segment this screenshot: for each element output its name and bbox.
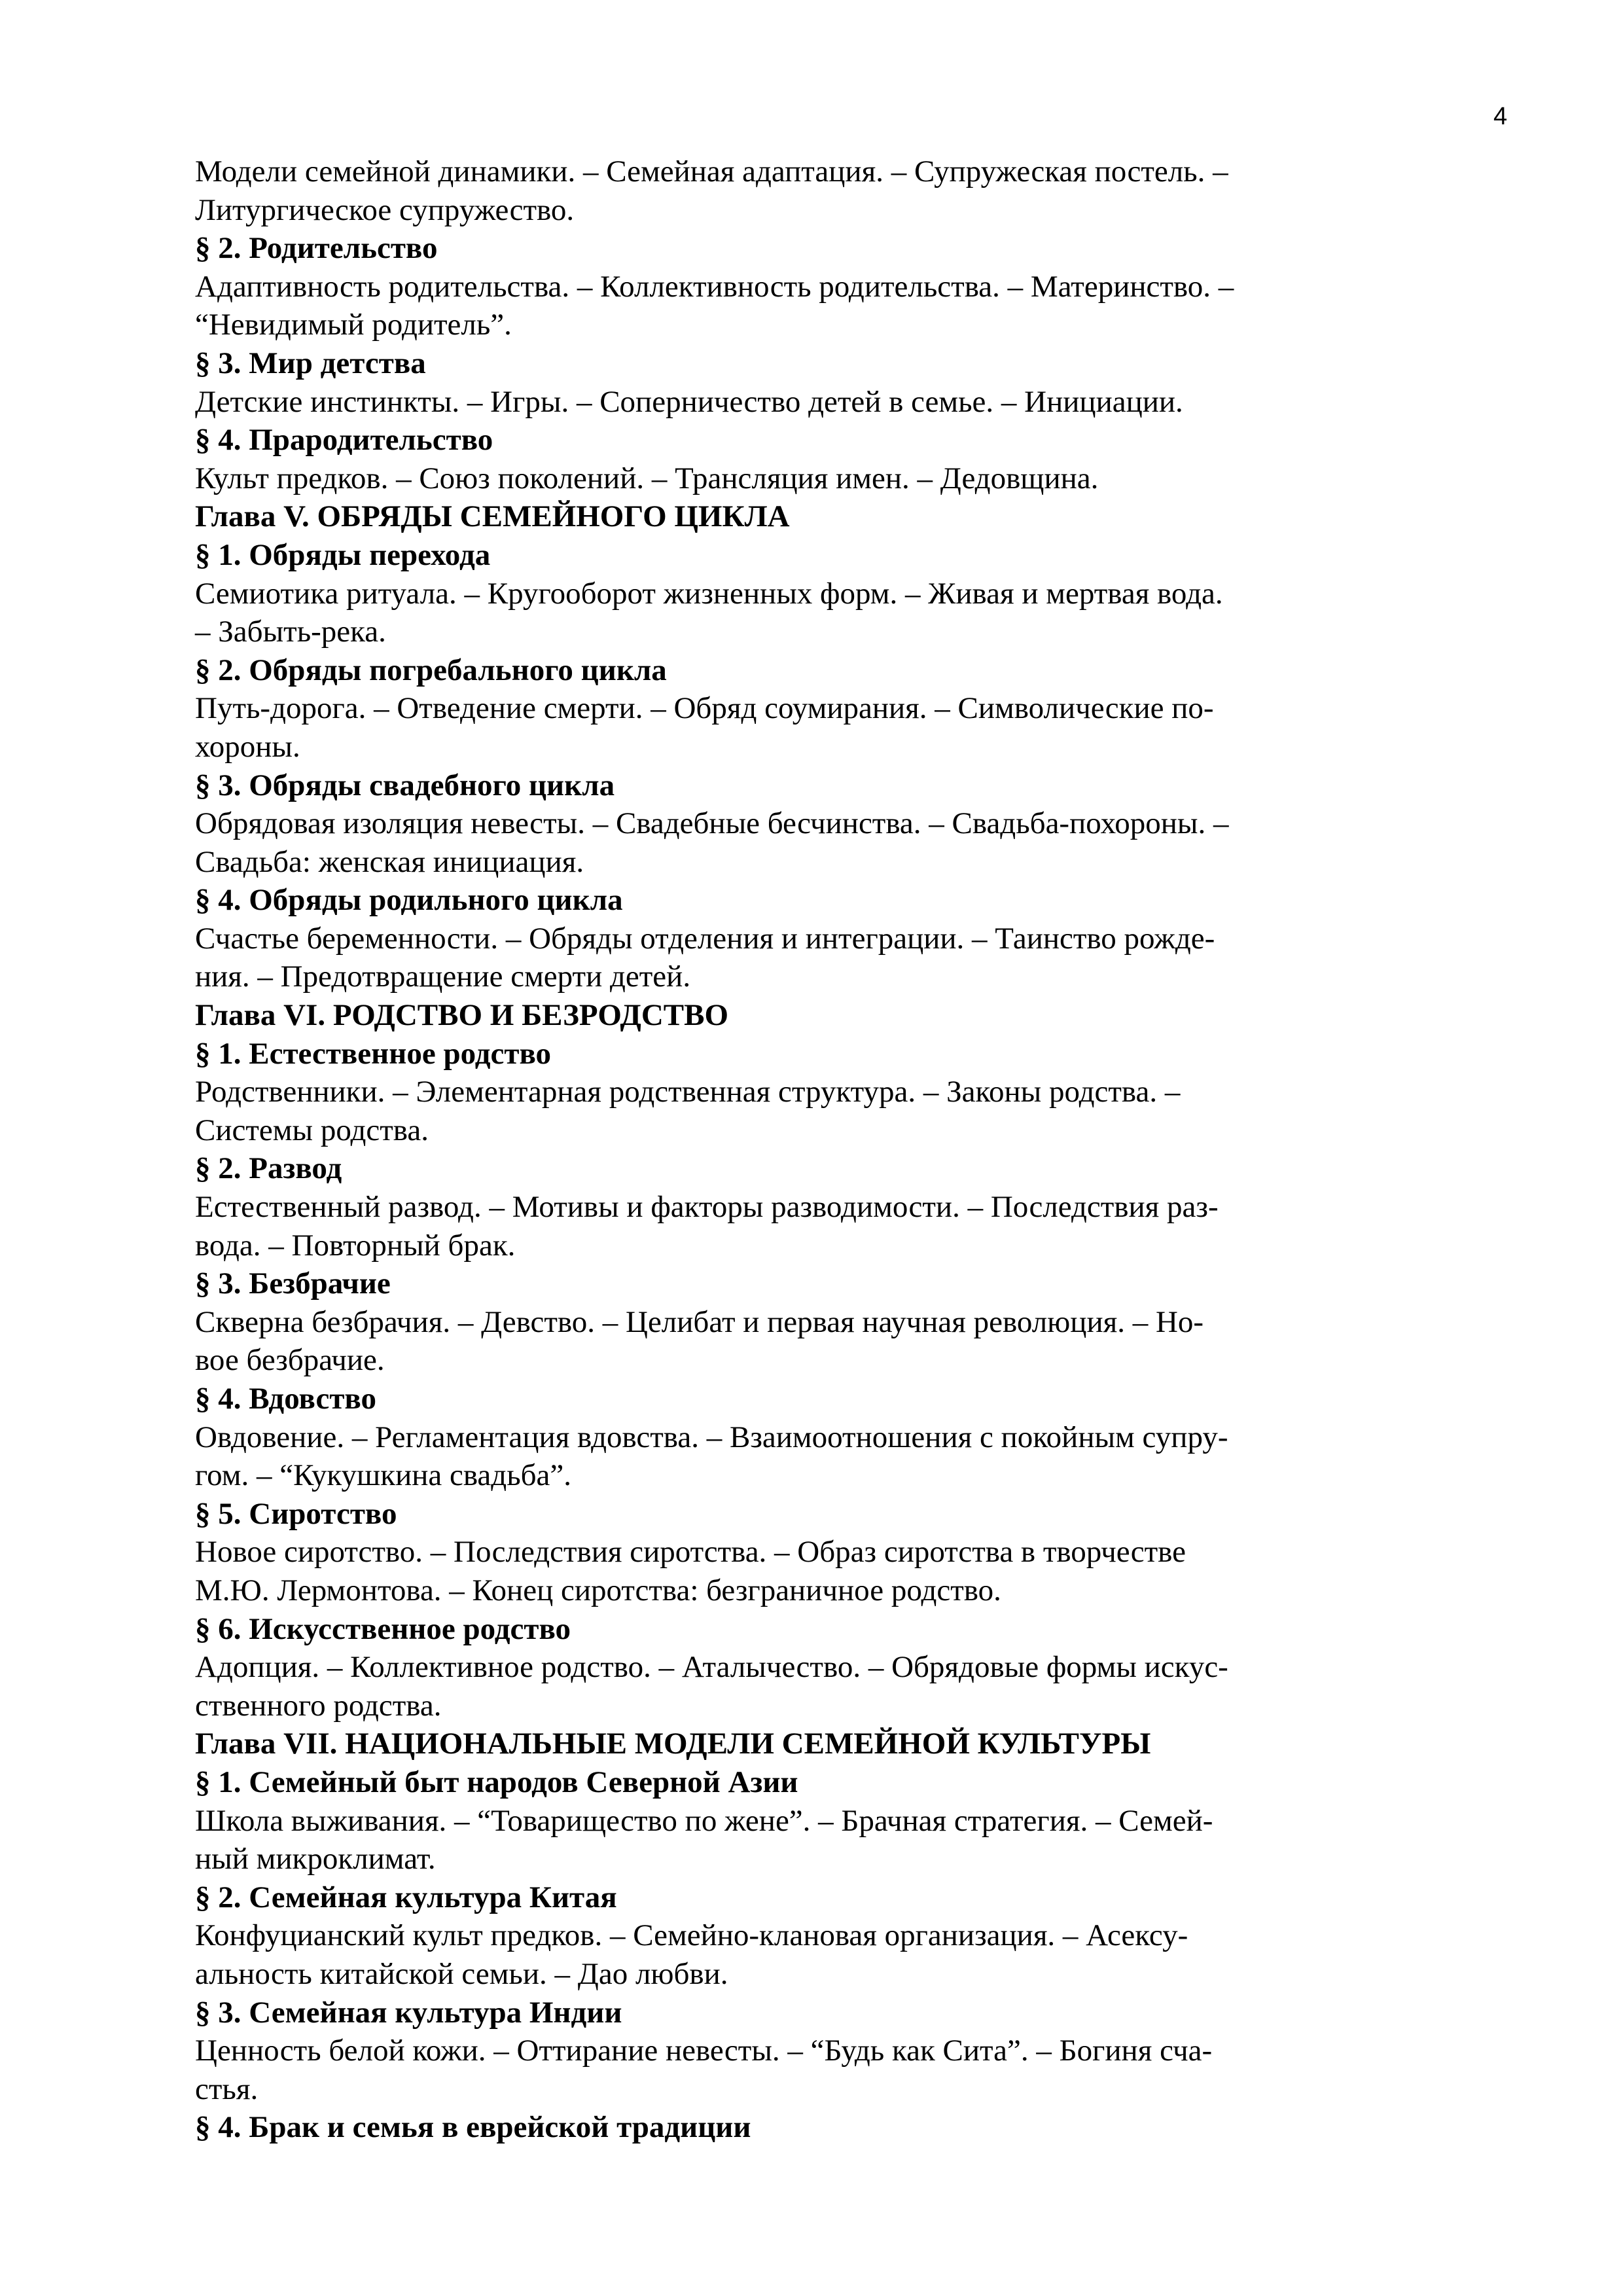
toc-entry-text: Культ предков. – Союз поколений. – Трансляция имен. – Дедовщина.: [195, 461, 1099, 495]
toc-heading: § 4. Прародительство: [195, 423, 493, 457]
toc-heading: § 3. Семейная культура Индии: [195, 1995, 622, 2030]
toc-heading: § 3. Обряды свадебного цикла: [195, 768, 615, 802]
toc-heading: § 2. Развод: [195, 1151, 342, 1186]
toc-entry-text: альность китайской семьи. – Дао любви.: [195, 1956, 728, 1991]
toc-heading: § 5. Сиротство: [195, 1496, 397, 1531]
toc-heading: § 1. Семейный быт народов Северной Азии: [195, 1765, 798, 1799]
toc-entry-text: М.Ю. Лермонтова. – Конец сиротства: безграничное родство.: [195, 1573, 1001, 1607]
toc-entry-text: Ценность белой кожи. – Оттирание невесты. – “Будь как Сита”. – Богиня сча-: [195, 2034, 1213, 2068]
toc-heading: § 3. Мир детства: [195, 346, 426, 380]
page-number: 4: [1493, 103, 1508, 130]
toc-heading: § 2. Родительство: [195, 231, 438, 266]
toc-entry-text: Семиотика ритуала. – Кругооборот жизненных форм. – Живая и мертвая вода.: [195, 576, 1223, 611]
toc-entry-text: – Забыть-река.: [195, 615, 386, 649]
toc-heading: Глава V. ОБРЯДЫ СЕМЕЙНОГО ЦИКЛА: [195, 499, 790, 534]
toc-entry-text: вое безбрачие.: [195, 1343, 385, 1378]
toc-entry-text: Адаптивность родительства. – Коллективность родительства. – Материнство. –: [195, 269, 1234, 304]
toc-heading: Глава VII. НАЦИОНАЛЬНЫЕ МОДЕЛИ СЕМЕЙНОЙ КУЛЬТУРЫ: [195, 1727, 1151, 1761]
toc-entry-text: гом. – “Кукушкина свадьба”.: [195, 1458, 572, 1493]
toc-entry-text: стья.: [195, 2072, 259, 2106]
toc-entry-text: Школа выживания. – “Товарищество по жене”. – Брачная стратегия. – Семей-: [195, 1803, 1213, 1838]
toc-entry-text: ный микроклимат.: [195, 1842, 436, 1876]
toc-heading: § 4. Брак и семья в еврейской традиции: [195, 2110, 751, 2145]
toc-entry-text: Свадьба: женская инициация.: [195, 844, 584, 879]
toc-entry-text: Естественный развод. – Мотивы и факторы разводимости. – Последствия раз-: [195, 1190, 1219, 1225]
toc-entry-text: хороны.: [195, 729, 300, 764]
toc-entry-text: Конфуцианский культ предков. – Семейно-клановая организация. – Асексу-: [195, 1918, 1188, 1953]
toc-heading: § 6. Искусственное родство: [195, 1611, 571, 1646]
toc-entry-text: Овдовение. – Регламентация вдовства. – Взаимоотношения с покойным супру-: [195, 1420, 1228, 1454]
toc-entry-text: Счастье беременности. – Обряды отделения и интеграции. – Таинство рожде-: [195, 921, 1215, 956]
toc-entry-text: Скверна безбрачия. – Девство. – Целибат и первая научная революция. – Но-: [195, 1304, 1204, 1339]
toc-heading: § 2. Семейная культура Китая: [195, 1880, 617, 1914]
toc-heading: Глава VI. РОДСТВО И БЕЗРОДСТВО: [195, 998, 729, 1033]
toc-entry-text: Путь-дорога. – Отведение смерти. – Обряд соумирания. – Символические по-: [195, 691, 1214, 726]
table-of-contents: [195, 152, 1347, 2147]
toc-entry-text: Адопция. – Коллективное родство. – Аталычество. – Обрядовые формы искус-: [195, 1650, 1228, 1685]
toc-heading: § 1. Обряды перехода: [195, 537, 491, 572]
toc-entry-text: вода. – Повторный брак.: [195, 1228, 516, 1263]
toc-heading: § 4. Вдовство: [195, 1382, 376, 1416]
toc-heading: § 1. Естественное родство: [195, 1036, 552, 1071]
toc-entry-text: ственного родства.: [195, 1688, 442, 1723]
toc-heading: § 3. Безбрачие: [195, 1266, 391, 1301]
toc-heading: § 4. Обряды родильного цикла: [195, 883, 623, 918]
toc-entry-text: Обрядовая изоляция невесты. – Свадебные бесчинства. – Свадьба-похороны. –: [195, 806, 1229, 841]
toc-entry-text: Модели семейной динамики. – Семейная адаптация. – Супружеская постель. –: [195, 154, 1228, 188]
toc-entry-text: ния. – Предотвращение смерти детей.: [195, 960, 691, 994]
toc-entry-text: “Невидимый родитель”.: [195, 308, 512, 342]
toc-entry-text: Детские инстинкты. – Игры. – Соперничество детей в семье. – Инициации.: [195, 384, 1183, 419]
toc-entry-text: Системы родства.: [195, 1113, 429, 1147]
toc-heading: § 2. Обряды погребального цикла: [195, 653, 667, 687]
toc-entry-text: Новое сиротство. – Последствия сиротства. – Образ сиротства в творчестве: [195, 1535, 1186, 1570]
toc-entry-text: Литургическое супружество.: [195, 192, 575, 227]
toc-entry-text: Родственники. – Элементарная родственная структура. – Законы родства. –: [195, 1075, 1181, 1109]
